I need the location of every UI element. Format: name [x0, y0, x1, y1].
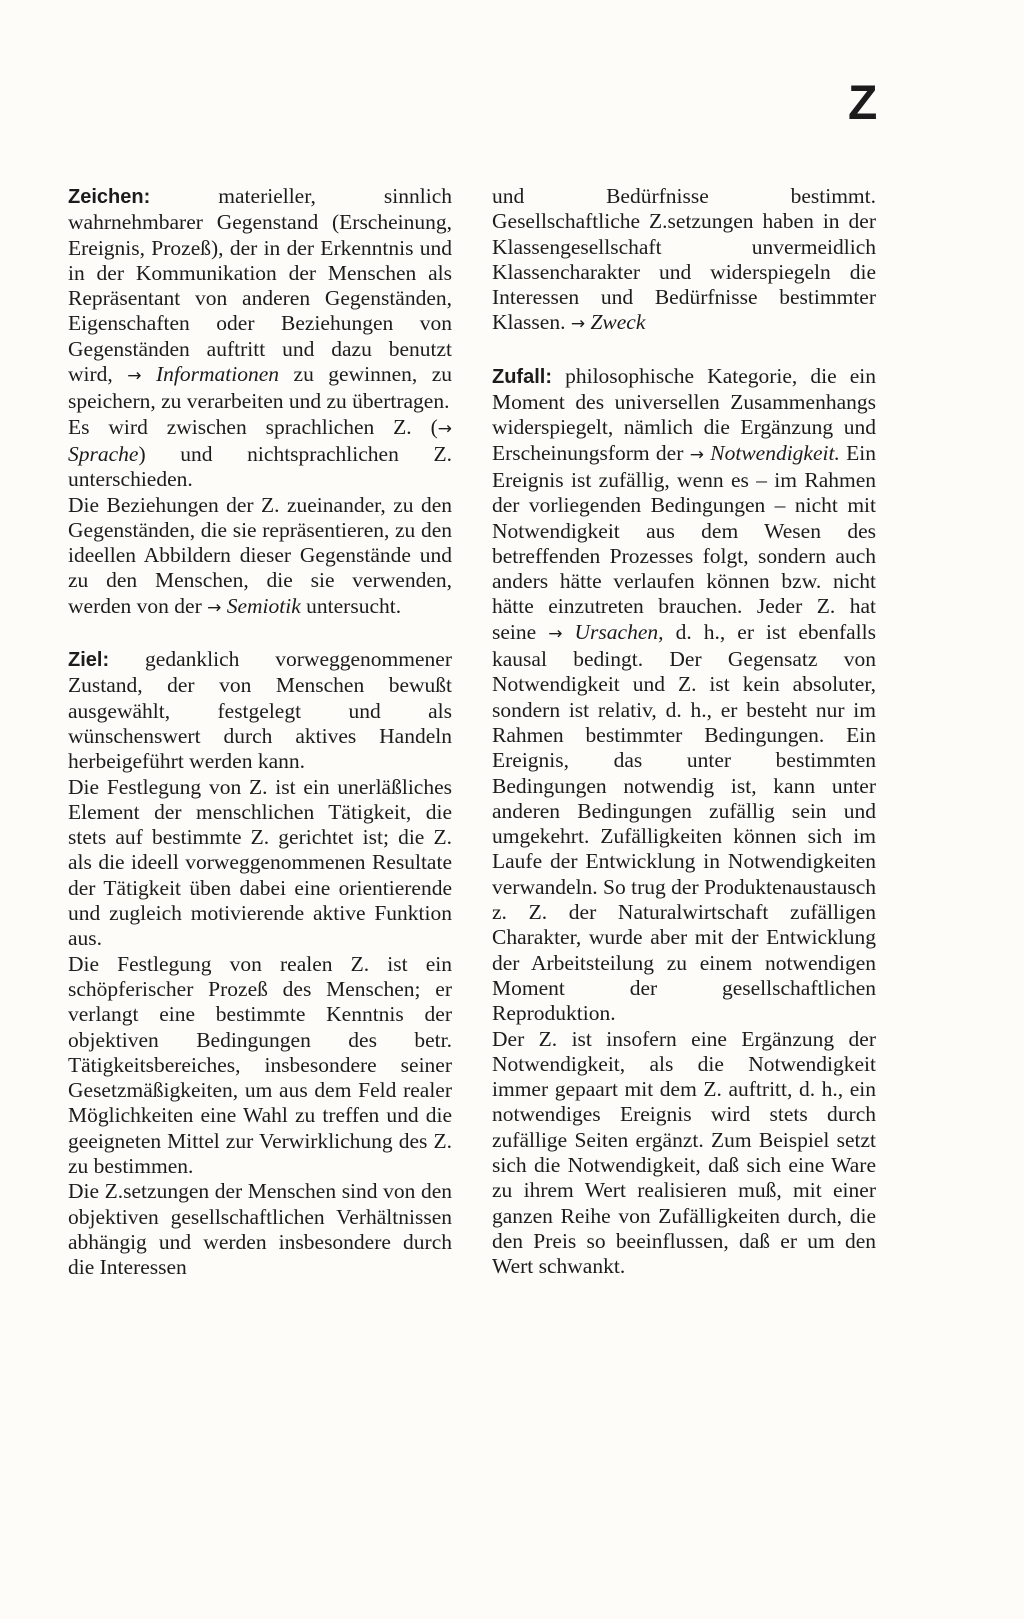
entry-zeichen — [68, 184, 452, 621]
zufall-paragraph-2: Der Z. ist insofern eine Ergänzung der Notwendigkeit, als die Notwendigkeit immer gepaart mit dem Z. auftritt, d. h., ein notwendiges Ereignis wird stets durch zufällige Seiten ergänzt. Zum Beispiel setzt sich die Notwendigkeit, daß sich eine Ware zu ihrem Wert realisieren muß, mit einer ganzen Reihe von Zufälligkeiten durch, die den Preis so beeinflussen, daß er um den Wert schwankt. — [492, 1026, 876, 1279]
ziel-paragraph-3: Die Festlegung von realen Z. ist ein schöpferischer Prozeß des Menschen; er verlangt eine bestimmte Kenntnis der objektiven Bedingungen des betr. Tätigkeitsbereiches, insbesondere seiner Gesetzmäßigkeiten, um aus dem Feld realer Möglichkeiten eine Wahl zu treffen und die geeigneten Mittel zur Verwirklichung des Z. zu bestimmen. — [68, 951, 452, 1178]
arrow-icon: → — [127, 366, 142, 387]
cross-ref-ursachen[interactable]: Ursachen, — [574, 619, 664, 644]
entry-head-zeichen: Zeichen: — [68, 186, 151, 208]
left-column — [68, 184, 452, 1306]
cross-ref-semiotik[interactable]: Semiotik — [226, 593, 301, 618]
zufall-text-1b: Ein Ereignis ist zufällig, wenn es – im Rahmen der vorliegenden Bedingungen – nicht mit Notwendigkeit aus dem Wesen des betreffenden Prozesses folgt, sondern auch anders hätte verlaufen können bzw. nicht hätte einzutreten brauchen. Jeder Z. hat seine — [492, 440, 877, 644]
cross-ref-informationen[interactable]: Informationen — [156, 362, 280, 387]
cross-ref-sprache[interactable]: Sprache — [68, 441, 139, 466]
ziel-paragraph-2: Die Festlegung von Z. ist ein unerläßliches Element der menschlichen Tätigkeit, die stets auf bestimmte Z. gerichtet ist; die Z. als die ideell vorweggenommenen Resultate der Tätigkeit üben dabei eine orientierende und zugleich motivierende aktive Funktion aus. — [68, 774, 452, 951]
zeichen-text-2a: Es wird zwischen sprachlichen Z. ( — [68, 414, 438, 439]
entry-ziel-continued — [492, 184, 876, 338]
zeichen-text-2b: ) und nichtsprachlichen Z. unterschieden. — [68, 441, 452, 492]
zeichen-text-3a: Die Beziehungen der Z. zueinander, zu den Gegenständen, die sie repräsentieren, zu den ideellen Abbildern dieser Gegenstände und zu den Menschen, die sie verwenden, werden von der — [68, 492, 452, 618]
arrow-icon: → — [689, 444, 704, 465]
ziel-paragraph-1 — [68, 647, 452, 774]
zufall-text-1a: philosophische Kategorie, die ein Moment des universellen Zusammenhangs widerspiegelt, nämlich die Ergänzung und Erscheinungsform der — [492, 363, 876, 465]
cross-ref-notwendigkeit[interactable]: Notwendigkeit. — [710, 440, 840, 465]
zeichen-text-1a: materieller, sinnlich wahrnehmbarer Gegenstand (Erscheinung, Ereignis, Prozeß), der in der Erkenntnis und in der Kommunikation der Menschen als Repräsentant von anderen Gegenständen, Eigenschaften oder Beziehungen von Gegenständen auftritt und dazu benutzt wird, — [68, 184, 453, 387]
arrow-icon: → — [207, 597, 222, 618]
ziel-paragraph-4a: Die Z.setzungen der Menschen sind von den objektiven gesellschaftlichen Verhältnissen abhängig und werden insbesondere durch die Interessen — [68, 1179, 452, 1280]
cross-ref-zweck[interactable]: Zweck — [590, 310, 646, 335]
entry-zufall — [492, 364, 876, 1280]
ziel-text-4b: und Bedürfnisse bestimmt. Gesellschaftliche Z.setzungen haben in der Klassengesellschaft unvermeidlich Klassencharakter und widerspiegeln die Interessen und Bedürfnisse bestimmter Klassen. — [492, 184, 876, 335]
arrow-icon: → — [437, 418, 452, 439]
zeichen-paragraph-2 — [68, 415, 452, 493]
ziel-paragraph-4b — [492, 184, 876, 338]
arrow-icon: → — [570, 314, 586, 335]
zeichen-text-1b: zu gewinnen, zu speichern, zu verarbeiten und zu übertragen. — [68, 362, 453, 414]
zeichen-paragraph-1 — [68, 184, 452, 415]
zufall-paragraph-1 — [492, 364, 876, 1027]
entry-head-ziel: Ziel: — [68, 649, 110, 672]
section-letter: Z — [848, 77, 878, 130]
arrow-icon: → — [548, 623, 563, 644]
entry-head-zufall: Zufall: — [492, 365, 552, 388]
zeichen-text-3b: untersucht. — [306, 593, 402, 618]
zufall-text-1c: d. h., er ist ebenfalls kausal bedingt. Der Gegensatz von Notwendigkeit und Z. ist kein absoluter, sondern ist relativ, d. h., er besteht nur im Rahmen bestimmter Bedingungen. Ein Ereignis, das unter bestimmten Bedingungen notwendig ist, kann unter anderen Bedingungen zufällig sein und umgekehrt. Zufälligkeiten können sich im Laufe der Entwicklung in Notwendigkeiten verwandeln. So trug der Produktenaustausch z. Z. der Naturalwirtschaft zufälligen Charakter, wurde aber mit der Entwicklung der Arbeitsteilung zu einem notwendigen Moment der gesellschaftlichen Reproduktion. — [492, 619, 876, 1026]
zeichen-paragraph-3 — [68, 493, 452, 621]
entry-ziel — [68, 647, 452, 1280]
ziel-text-1: gedanklich vorweggenommener Zustand, der von Menschen bewußt ausgewählt, festgelegt und als wünschenswert durch aktives Handeln herbeigeführt werden kann. — [68, 647, 452, 774]
right-column — [492, 184, 876, 1305]
